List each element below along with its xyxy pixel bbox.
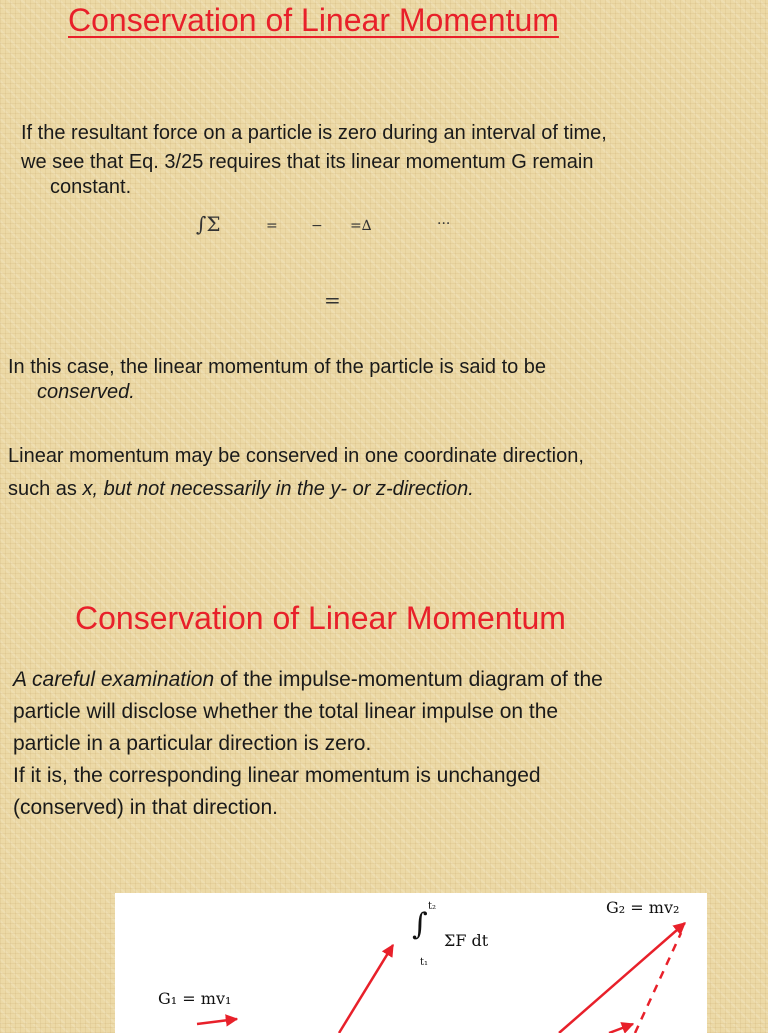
para4-line1-plain: of the impulse-momentum diagram of the <box>214 668 603 691</box>
para4-line1 <box>13 664 603 696</box>
para4-line2: particle will disclose whether the total linear impulse on the <box>13 700 559 723</box>
impulse-momentum-diagram <box>115 893 707 1033</box>
para1-line1: If the resultant force on a particle is zero during an interval of time, <box>21 122 607 144</box>
para3-line2 <box>8 476 474 503</box>
integral-symbol: ∫ <box>412 907 428 942</box>
para2-line2 <box>37 379 135 406</box>
g2-label: G₂ = mv₂ <box>606 898 680 917</box>
conserved-italic: conserved. <box>37 381 135 403</box>
impulse-label: ΣF dt <box>444 931 489 950</box>
para4-line5: (conserved) in that direction. <box>13 796 278 819</box>
g1-label: G₁ = mv₁ <box>158 989 232 1008</box>
g1-copy-arrow <box>609 1024 633 1033</box>
equation-integral-sum: ∫Σ <box>196 212 221 236</box>
para1-line2: we see that Eq. 3/25 requires that its linear momentum G remain <box>21 151 594 173</box>
section-title: Conservation of Linear Momentum <box>75 600 566 636</box>
para1-line3: constant. <box>50 176 132 198</box>
lower-limit-label: t₁ <box>420 957 429 968</box>
g1-arrow <box>197 1019 237 1024</box>
equation-equals-delta: =∆ <box>350 218 372 234</box>
para4-line4: If it is, the corresponding linear momentum is unchanged <box>13 764 541 787</box>
g2-arrow <box>559 923 685 1033</box>
para2-line1: In this case, the linear momentum of the particle is said to be <box>8 356 547 378</box>
equation-equals-2: = <box>324 288 341 312</box>
para3-line1: Linear momentum may be conserved in one coordinate direction, <box>8 445 584 467</box>
impulse-arrow <box>339 945 393 1033</box>
para3-line2-plain: such as <box>8 478 83 500</box>
para4-line1-italic: A careful examination <box>13 668 215 691</box>
equation-minus: − <box>311 218 323 234</box>
upper-limit-label: t₂ <box>428 901 437 912</box>
page-title: Conservation of Linear Momentum <box>68 2 559 38</box>
equation-equals-1: = <box>266 218 278 234</box>
equation-ellipsis: ··· <box>437 216 451 232</box>
para4-line3: particle in a particular direction is zero. <box>13 732 372 755</box>
para3-line2-italic: x, but not necessarily in the y- or z-direction. <box>82 478 474 500</box>
